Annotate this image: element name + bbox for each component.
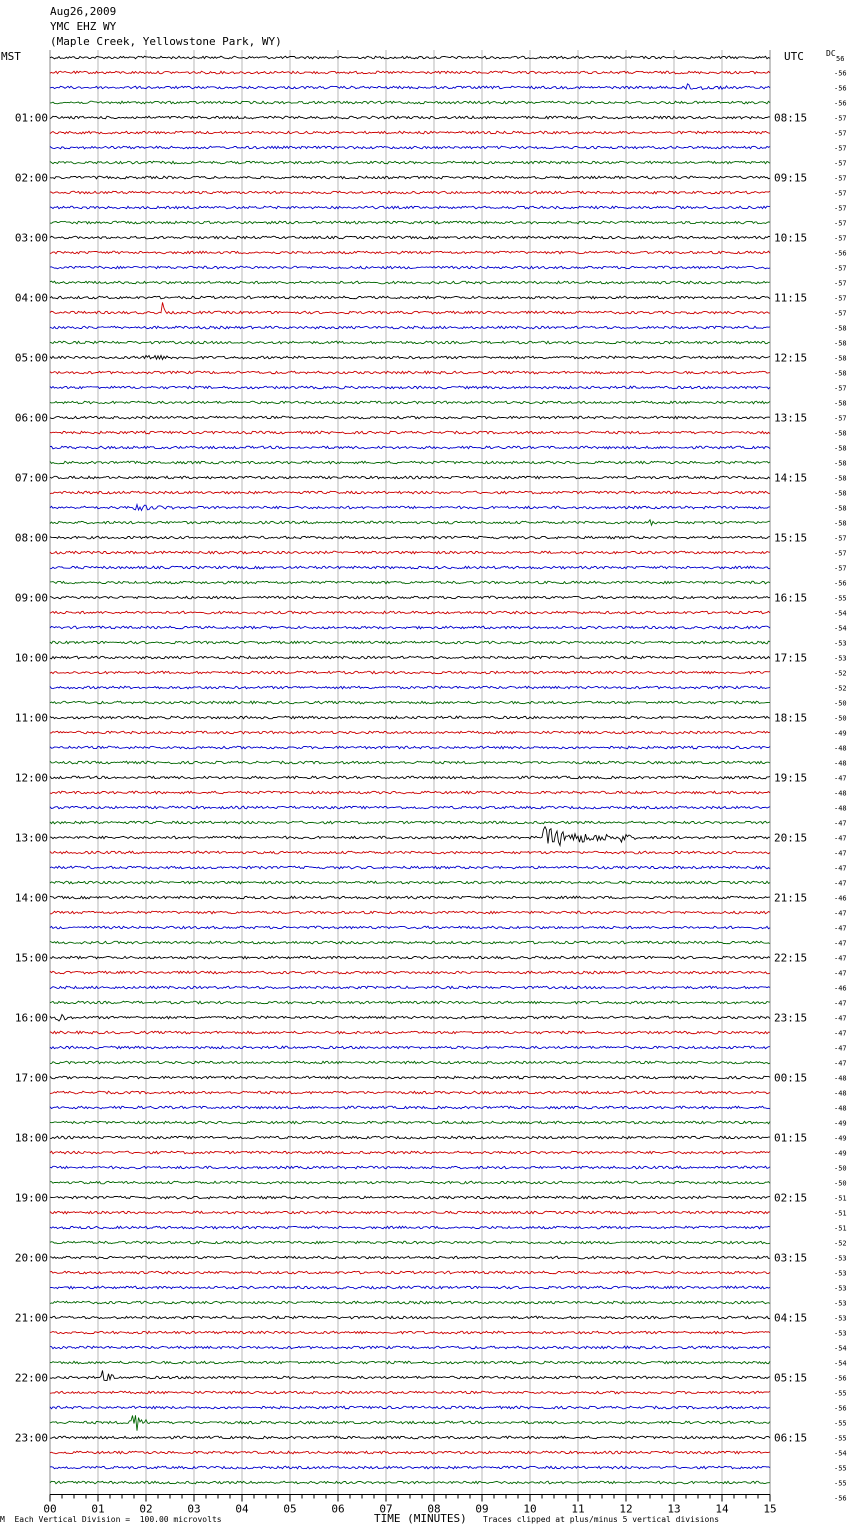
dc-offset-value: -47 — [834, 1029, 847, 1038]
dc-offset-value: -50 — [834, 714, 847, 723]
dc-offset-value: -56 — [834, 84, 847, 93]
dc-offset-value: -55 — [834, 594, 847, 603]
right-hour-label: 20:15 — [774, 831, 808, 845]
x-tick-label: 02 — [139, 1502, 153, 1516]
trace-line — [50, 566, 770, 569]
trace-line — [50, 84, 770, 90]
trace-line — [50, 551, 770, 554]
x-tick-label: 05 — [283, 1502, 297, 1516]
dc-offset-value: -58 — [834, 354, 847, 363]
left-hour-label: 21:00 — [14, 1311, 48, 1325]
dc-offset-value: -57 — [834, 534, 847, 543]
x-tick-label: 00 — [43, 1502, 57, 1516]
dc-offset-value: -54 — [834, 624, 847, 633]
trace-line — [50, 1001, 770, 1004]
dc-offset-value: -54 — [834, 1449, 847, 1458]
x-tick-label: 06 — [331, 1502, 345, 1516]
dc-offset-label: DC — [826, 49, 836, 58]
dc-offset-value: -47 — [834, 924, 847, 933]
right-hour-label: 10:15 — [774, 231, 808, 245]
dc-offset-value: -47 — [834, 999, 847, 1008]
trace-line — [50, 446, 770, 449]
dc-offset-value: -57 — [834, 264, 847, 273]
trace-line — [50, 341, 770, 344]
dc-offset-value: -58 — [834, 489, 847, 498]
dc-offset-value: -53 — [834, 1284, 847, 1293]
trace-line — [50, 1091, 770, 1094]
trace-line — [50, 1121, 770, 1124]
left-hour-label: 11:00 — [14, 711, 48, 725]
x-tick-label: 07 — [379, 1502, 393, 1516]
dc-offset-value: -55 — [834, 1479, 847, 1488]
trace-line — [50, 1481, 770, 1484]
dc-offset-value: -55 — [834, 1464, 847, 1473]
dc-offset-value: -54 — [834, 1344, 847, 1353]
dc-offset-value: -56 — [834, 249, 847, 258]
dc-offset-value: -58 — [834, 459, 847, 468]
left-hour-label: 14:00 — [14, 891, 48, 905]
left-hour-label: 06:00 — [14, 411, 48, 425]
trace-line — [50, 1166, 770, 1169]
trace-line — [50, 371, 770, 374]
chart-location: (Maple Creek, Yellowstone Park, WY) — [50, 35, 282, 48]
trace-line — [50, 596, 770, 599]
dc-offset-value: -47 — [834, 849, 847, 858]
dc-offset-value: -50 — [834, 1179, 847, 1188]
trace-line — [50, 971, 770, 974]
trace-line — [50, 1361, 770, 1364]
trace-line — [50, 191, 770, 194]
trace-line — [50, 1031, 770, 1034]
dc-offset-value: -56 — [834, 1404, 847, 1413]
trace-line — [50, 1286, 770, 1289]
trace-line — [50, 416, 770, 419]
trace-line — [50, 146, 770, 149]
trace-line — [50, 302, 770, 313]
dc-offset-value: -47 — [834, 909, 847, 918]
x-tick-label: 13 — [667, 1502, 681, 1516]
dc-offset-value: -47 — [834, 1059, 847, 1068]
right-hour-label: 18:15 — [774, 711, 808, 725]
trace-line — [50, 1196, 770, 1199]
dc-offset-value: -58 — [834, 519, 847, 528]
right-hour-label: 05:15 — [774, 1371, 808, 1385]
trace-line — [50, 326, 770, 329]
dc-offset-value: -47 — [834, 774, 847, 783]
right-hour-label: 03:15 — [774, 1251, 808, 1265]
dc-offset-value: -49 — [834, 1149, 847, 1158]
dc-offset-value: -53 — [834, 654, 847, 663]
left-hour-label: 18:00 — [14, 1131, 48, 1145]
dc-offset-value: -58 — [834, 504, 847, 513]
dc-offset-value: -48 — [834, 1104, 847, 1113]
left-hour-label: 08:00 — [14, 531, 48, 545]
trace-line — [50, 1046, 770, 1049]
dc-offset-value: -53 — [834, 1254, 847, 1263]
right-hour-label: 14:15 — [774, 471, 808, 485]
dc-offset-value: -58 — [834, 369, 847, 378]
left-hour-label: 02:00 — [14, 171, 48, 185]
dc-offset-value: -57 — [834, 174, 847, 183]
right-hour-label: 02:15 — [774, 1191, 808, 1205]
trace-line — [50, 926, 770, 929]
trace-line — [50, 1226, 770, 1229]
right-hour-label: 00:15 — [774, 1071, 808, 1085]
trace-line — [50, 476, 770, 479]
right-hour-label: 15:15 — [774, 531, 808, 545]
dc-offset-value: -48 — [834, 1089, 847, 1098]
left-hour-label: 19:00 — [14, 1191, 48, 1205]
trace-line — [50, 281, 770, 284]
trace-line — [50, 1256, 770, 1259]
dc-offset-value: -58 — [834, 474, 847, 483]
right-hour-label: 04:15 — [774, 1311, 808, 1325]
left-hour-label: 12:00 — [14, 771, 48, 785]
dc-offset-value: -57 — [834, 234, 847, 243]
trace-line — [50, 1466, 770, 1469]
right-hour-label: 01:15 — [774, 1131, 808, 1145]
dc-offset-value: -47 — [834, 834, 847, 843]
dc-offset-value: -48 — [834, 744, 847, 753]
trace-line — [50, 761, 770, 764]
left-hour-label: 09:00 — [14, 591, 48, 605]
dc-offset-value: -57 — [834, 189, 847, 198]
dc-offset-value: -52 — [834, 1239, 847, 1248]
dc-offset-value: -54 — [834, 609, 847, 618]
dc-offset-value: -58 — [834, 324, 847, 333]
trace-line — [50, 1451, 770, 1454]
trace-line — [50, 116, 770, 119]
x-tick-label: 08 — [427, 1502, 441, 1516]
left-hour-label: 15:00 — [14, 951, 48, 965]
dc-offset-value: -55 — [834, 1419, 847, 1428]
right-timezone-label: UTC — [784, 50, 804, 63]
trace-line — [50, 1346, 770, 1349]
trace-line — [50, 491, 770, 494]
right-hour-label: 11:15 — [774, 291, 808, 305]
dc-offset-value: -47 — [834, 879, 847, 888]
trace-line — [50, 536, 770, 539]
trace-line — [50, 746, 770, 749]
trace-line — [50, 896, 770, 899]
dc-offset-value: -56 — [834, 69, 847, 78]
dc-offset-value: -56 — [834, 1494, 847, 1503]
trace-line — [50, 1061, 770, 1064]
left-hour-label: 05:00 — [14, 351, 48, 365]
x-tick-label: 12 — [619, 1502, 633, 1516]
dc-offset-value: -50 — [834, 699, 847, 708]
right-hour-label: 13:15 — [774, 411, 808, 425]
scale-note: Each Vertical Division = 100.00 microvolts — [14, 1515, 222, 1524]
dc-offset-value: -47 — [834, 954, 847, 963]
dc-offset-value: -47 — [834, 1044, 847, 1053]
right-hour-label: 21:15 — [774, 891, 808, 905]
trace-line — [50, 355, 770, 359]
x-tick-label: 11 — [571, 1502, 585, 1516]
x-tick-label: 01 — [91, 1502, 105, 1516]
right-hour-label: 22:15 — [774, 951, 808, 965]
trace-line — [50, 1076, 770, 1079]
left-hour-label: 13:00 — [14, 831, 48, 845]
trace-line — [50, 986, 770, 989]
trace-line — [50, 656, 770, 659]
dc-offset-value: -57 — [834, 219, 847, 228]
dc-offset-value: -57 — [834, 114, 847, 123]
trace-line — [50, 611, 770, 614]
trace-line — [50, 1181, 770, 1184]
dc-offset-value: -52 — [834, 684, 847, 693]
dc-offset-value: -57 — [834, 564, 847, 573]
right-hour-label: 23:15 — [774, 1011, 808, 1025]
x-tick-label: 15 — [763, 1502, 777, 1516]
dc-offset-value: -57 — [834, 309, 847, 318]
trace-line — [50, 386, 770, 389]
trace-line — [50, 1331, 770, 1334]
trace-line — [50, 131, 770, 134]
dc-offset-value: -50 — [834, 1164, 847, 1173]
dc-offset-value: -58 — [834, 399, 847, 408]
dc-first-value: 56 — [836, 55, 845, 63]
dc-offset-value: -46 — [834, 894, 847, 903]
trace-line — [50, 791, 770, 794]
footer-prefix: M — [0, 1515, 5, 1524]
trace-line — [50, 806, 770, 809]
trace-line — [50, 686, 770, 689]
trace-line — [50, 1406, 770, 1409]
dc-offset-value: -56 — [834, 99, 847, 108]
dc-offset-value: -53 — [834, 639, 847, 648]
dc-offset-value: -51 — [834, 1224, 847, 1233]
trace-line — [50, 821, 770, 824]
dc-offset-value: -53 — [834, 1329, 847, 1338]
dc-offset-value: -48 — [834, 1074, 847, 1083]
trace-line — [50, 827, 770, 846]
dc-offset-value: -49 — [834, 1119, 847, 1128]
trace-line — [50, 266, 770, 269]
trace-line — [50, 1415, 770, 1430]
x-tick-label: 03 — [187, 1502, 201, 1516]
dc-offset-value: -58 — [834, 444, 847, 453]
left-hour-label: 03:00 — [14, 231, 48, 245]
left-hour-label: 23:00 — [14, 1431, 48, 1445]
trace-line — [50, 1436, 770, 1439]
right-hour-label: 08:15 — [774, 111, 808, 125]
trace-line — [50, 716, 770, 719]
footer-scale-note — [0, 1515, 222, 1524]
seismic-traces — [50, 56, 770, 1484]
dc-offset-value: -57 — [834, 294, 847, 303]
left-hour-label: 22:00 — [14, 1371, 48, 1385]
dc-offset-value: -53 — [834, 1299, 847, 1308]
trace-line — [50, 176, 770, 179]
dc-offset-value: -49 — [834, 729, 847, 738]
trace-line — [50, 941, 770, 944]
trace-line — [50, 731, 770, 734]
x-tick-label: 14 — [715, 1502, 729, 1516]
dc-offset-value: -47 — [834, 864, 847, 873]
left-hour-label: 01:00 — [14, 111, 48, 125]
left-timezone-label: MST — [1, 50, 21, 63]
dc-offset-value: -57 — [834, 414, 847, 423]
dc-offset-value: -53 — [834, 1269, 847, 1278]
right-hour-label: 17:15 — [774, 651, 808, 665]
dc-offset-value: -57 — [834, 159, 847, 168]
trace-line — [50, 956, 770, 959]
dc-offset-value: -57 — [834, 144, 847, 153]
trace-line — [50, 251, 770, 254]
trace-line — [50, 520, 770, 525]
trace-line — [50, 1301, 770, 1304]
trace-line — [50, 671, 770, 674]
left-hour-label: 16:00 — [14, 1011, 48, 1025]
trace-line — [50, 431, 770, 434]
dc-offset-value: -47 — [834, 969, 847, 978]
left-hour-label: 17:00 — [14, 1071, 48, 1085]
trace-line — [50, 461, 770, 464]
dc-offset-value: -58 — [834, 429, 847, 438]
trace-line — [50, 206, 770, 209]
trace-line — [50, 71, 770, 74]
dc-offset-value: -46 — [834, 984, 847, 993]
trace-line — [50, 701, 770, 704]
dc-offset-value: -57 — [834, 204, 847, 213]
trace-line — [50, 626, 770, 629]
trace-line — [50, 236, 770, 239]
trace-line — [50, 401, 770, 404]
dc-offset-value: -58 — [834, 339, 847, 348]
trace-line — [50, 1371, 770, 1381]
dc-offset-value: -51 — [834, 1194, 847, 1203]
trace-line — [50, 641, 770, 644]
dc-offset-value: -57 — [834, 129, 847, 138]
clip-note: Traces clipped at plus/minus 5 vertical divisions — [483, 1515, 720, 1524]
right-hour-label: 12:15 — [774, 351, 808, 365]
dc-offset-value: -55 — [834, 1389, 847, 1398]
dc-offset-value: -56 — [834, 579, 847, 588]
trace-line — [50, 581, 770, 584]
dc-offset-value: -57 — [834, 384, 847, 393]
trace-line — [50, 1015, 770, 1022]
dc-offset-value: -48 — [834, 759, 847, 768]
dc-offset-value: -47 — [834, 819, 847, 828]
x-tick-label: 04 — [235, 1502, 249, 1516]
right-hour-label: 16:15 — [774, 591, 808, 605]
right-hour-label: 06:15 — [774, 1431, 808, 1445]
dc-offset-value: -57 — [834, 279, 847, 288]
dc-offset-value: -47 — [834, 939, 847, 948]
left-hour-label: 04:00 — [14, 291, 48, 305]
trace-line — [50, 911, 770, 914]
trace-line — [50, 881, 770, 884]
right-hour-label: 19:15 — [774, 771, 808, 785]
dc-offset-value: -52 — [834, 669, 847, 678]
dc-offset-value: -48 — [834, 789, 847, 798]
trace-line — [50, 161, 770, 164]
trace-line — [50, 1391, 770, 1394]
dc-offset-value: -49 — [834, 1134, 847, 1143]
x-axis-title: TIME (MINUTES) — [374, 1512, 467, 1525]
trace-line — [50, 296, 770, 299]
trace-line — [50, 776, 770, 779]
trace-line — [50, 851, 770, 854]
right-hour-label: 09:15 — [774, 171, 808, 185]
trace-line — [50, 866, 770, 869]
chart-station: YMC EHZ WY — [50, 20, 117, 33]
trace-line — [50, 101, 770, 104]
trace-line — [50, 505, 770, 511]
trace-line — [50, 221, 770, 224]
trace-line — [50, 1136, 770, 1139]
left-hour-label: 07:00 — [14, 471, 48, 485]
x-tick-label: 10 — [523, 1502, 537, 1516]
left-hour-label: 10:00 — [14, 651, 48, 665]
dc-offset-value: -47 — [834, 1014, 847, 1023]
dc-offset-value: -54 — [834, 1359, 847, 1368]
dc-offset-value: -57 — [834, 549, 847, 558]
dc-offset-value: -56 — [834, 1374, 847, 1383]
trace-line — [50, 1241, 770, 1244]
trace-line — [50, 1271, 770, 1274]
dc-offset-value: -53 — [834, 1314, 847, 1323]
trace-line — [50, 1316, 770, 1319]
left-hour-label: 20:00 — [14, 1251, 48, 1265]
chart-date: Aug26,2009 — [50, 5, 117, 18]
trace-line — [50, 1211, 770, 1214]
dc-offset-value: -48 — [834, 804, 847, 813]
trace-line — [50, 1151, 770, 1154]
trace-line — [50, 1106, 770, 1109]
trace-line — [50, 56, 770, 59]
dc-offset-value: -55 — [834, 1434, 847, 1443]
dc-offset-value: -51 — [834, 1209, 847, 1218]
x-tick-label: 09 — [475, 1502, 489, 1516]
